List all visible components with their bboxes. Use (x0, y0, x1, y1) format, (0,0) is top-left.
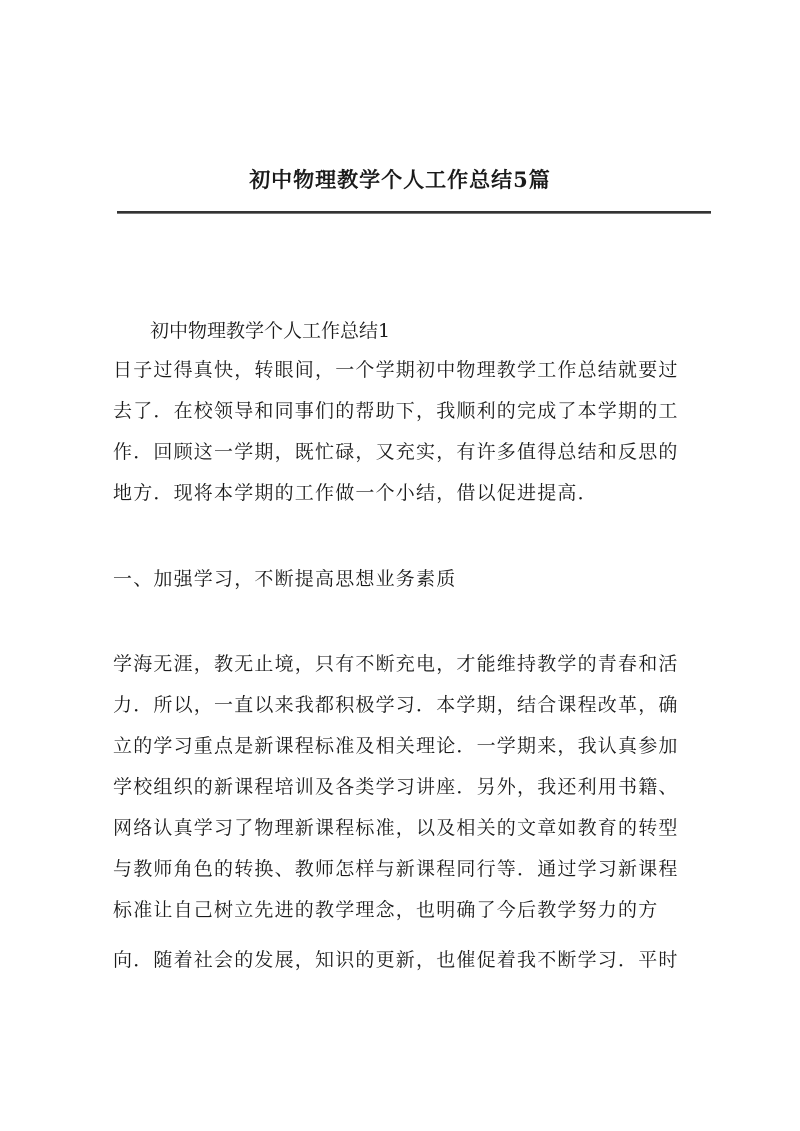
body-line: 力．所以，一直以来我都积极学习．本学期，结合课程改革，确 (113, 694, 679, 716)
body-line: 向．随着社会的发展，知识的更新，也催促着我不断学习．平时 (113, 949, 679, 971)
body-line: 与教师角色的转换、教师怎样与新课程同行等．通过学习新课程 (113, 858, 679, 880)
intro-line: 地方．现将本学期的工作做一个小结，借以促进提高． (113, 482, 598, 504)
body-line: 学海无涯，教无止境，只有不断充电，才能维持教学的青春和活 (113, 653, 679, 675)
title-divider (117, 211, 711, 214)
intro-line: 日子过得真快，转眼间，一个学期初中物理教学工作总结就要过 (113, 359, 679, 381)
intro-line: 去了．在校领导和同事们的帮助下，我顺利的完成了本学期的工 (113, 400, 679, 422)
subheading: 一、加强学习，不断提高思想业务素质 (113, 568, 457, 590)
body-line: 标准让自己树立先进的教学理念，也明确了今后教学努力的方 (113, 899, 659, 921)
section-heading: 初中物理教学个人工作总结1 (150, 320, 391, 342)
body-line: 网络认真学习了物理新课程标准，以及相关的文章如教育的转型 (113, 817, 679, 839)
body-line: 立的学习重点是新课程标准及相关理论．一学期来，我认真参加 (113, 735, 679, 757)
intro-line: 作．回顾这一学期，既忙碌，又充实，有许多值得总结和反思的 (113, 441, 679, 463)
body-line: 学校组织的新课程培训及各类学习讲座．另外，我还利用书籍、 (113, 776, 679, 798)
document-title: 初中物理教学个人工作总结5篇 (249, 167, 551, 192)
